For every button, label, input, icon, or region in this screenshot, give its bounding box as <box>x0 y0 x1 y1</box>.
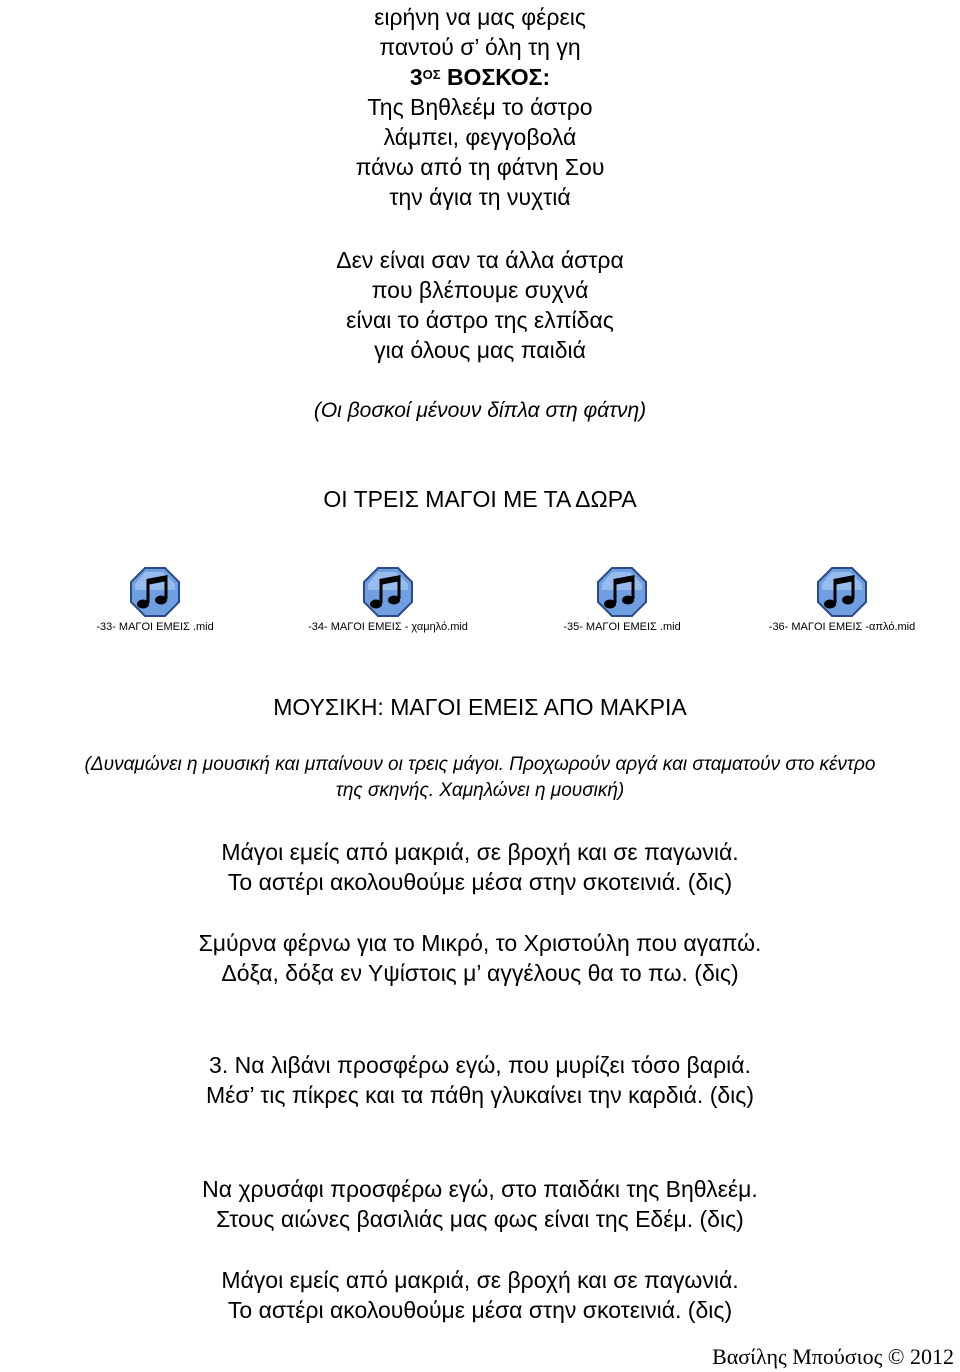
midi-music-note-icon <box>362 566 414 618</box>
music-title: ΜΟΥΣΙΚΗ: ΜΑΓΟΙ ΕΜΕΙΣ ΑΠΟ ΜΑΚΡΙΑ <box>273 694 687 720</box>
midi-file-label: -35- ΜΑΓΟΙ ΕΜΕΙΣ .mid <box>563 621 681 633</box>
lyric-line: Το αστέρι ακολουθούμε μέσα στην σκοτεινιά. (δις) <box>227 1297 733 1323</box>
role-superscript: ΟΣ <box>422 67 441 82</box>
midi-file-36[interactable] <box>722 566 960 634</box>
lyric-line: Μάγοι εμείς από μακριά, σε βροχή και σε παγωνιά. <box>221 1267 739 1293</box>
lyric-line: Σμύρνα φέρνω για το Μικρό, το Χριστούλη που αγαπώ. <box>198 930 762 956</box>
author-credit: Βασίλης Μπούσιος © 2012 <box>712 1344 954 1369</box>
lyric-line: Να χρυσάφι προσφέρω εγώ, στο παιδάκι της Βηθλεέμ. <box>202 1176 758 1202</box>
lyric-line: Μάγοι εμείς από μακριά, σε βροχή και σε παγωνιά. <box>221 839 739 865</box>
role-number: 3 <box>409 64 423 90</box>
lyric-line: Το αστέρι ακολουθούμε μέσα στην σκοτεινιά. (δις) <box>227 869 733 895</box>
lyric-line: Δεν είναι σαν τα άλλα άστρα <box>336 247 624 273</box>
midi-file-label: -36- ΜΑΓΟΙ ΕΜΕΙΣ -απλό.mid <box>768 621 916 633</box>
role-heading <box>0 62 960 92</box>
role-label: ΒΟΣΚΟΣ: <box>446 64 551 90</box>
lyric-line: για όλους μας παιδιά <box>374 337 586 363</box>
lyric-line: που βλέπουμε συχνά <box>371 277 589 303</box>
lyric-line: Της Βηθλεέμ το άστρο <box>367 94 593 120</box>
midi-music-note-icon <box>129 566 181 618</box>
midi-file-35[interactable] <box>502 566 742 634</box>
lyric-line: Δόξα, δόξα εν Υψίστοις μ’ αγγέλους θα το πω. (δις) <box>221 960 739 986</box>
midi-music-note-icon <box>596 566 648 618</box>
midi-music-note-icon <box>816 566 868 618</box>
lyric-line: 3. Να λιβάνι προσφέρω εγώ, που μυρίζει τόσο βαριά. <box>209 1052 751 1078</box>
lyric-line: παντού σ’ όλη τη γη <box>379 34 581 60</box>
lyric-line: πάνω από τη φάτνη Σου <box>355 154 605 180</box>
section-title: ΟΙ ΤΡΕΙΣ ΜΑΓΟΙ ΜΕ ΤΑ ΔΩΡΑ <box>323 486 637 512</box>
stage-direction: της σκηνής. Χαμηλώνει η μουσική) <box>335 780 625 801</box>
midi-file-34[interactable] <box>268 566 508 634</box>
lyric-line: ειρήνη να μας φέρεις <box>374 4 586 30</box>
lyric-line: την άγια τη νυχτιά <box>389 184 571 210</box>
lyric-line: Στους αιώνες βασιλιάς μας φως είναι της Εδέμ. (δις) <box>216 1206 744 1232</box>
stage-direction: (Δυναμώνει η μουσική και μπαίνουν οι τρεις μάγοι. Προχωρούν αργά και σταματούν στο κέντρο <box>84 754 876 775</box>
midi-file-33[interactable] <box>35 566 275 634</box>
lyric-line: είναι το άστρο της ελπίδας <box>346 307 614 333</box>
stage-direction: (Οι βοσκοί μένουν δίπλα στη φάτνη) <box>313 399 647 422</box>
lyric-line: Μέσ’ τις πίκρες και τα πάθη γλυκαίνει την καρδιά. (δις) <box>205 1082 755 1108</box>
midi-file-label: -34- ΜΑΓΟΙ ΕΜΕΙΣ - χαμηλό.mid <box>308 621 468 633</box>
lyric-line: λάμπει, φεγγοβολά <box>383 124 577 150</box>
midi-file-label: -33- ΜΑΓΟΙ ΕΜΕΙΣ .mid <box>96 621 214 633</box>
